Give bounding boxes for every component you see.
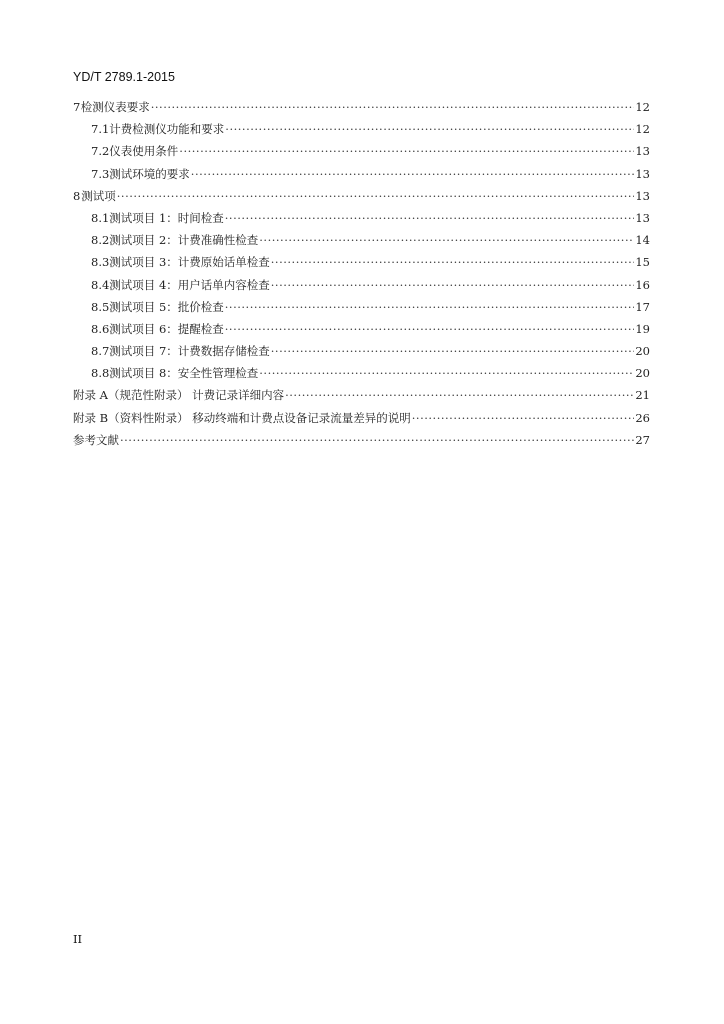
- toc-entry-number: 8.8: [91, 366, 110, 381]
- toc-entry-page: 13: [635, 210, 650, 225]
- toc-entry[interactable]: [73, 232, 650, 254]
- toc-dot-leader: [151, 100, 635, 114]
- toc-entry[interactable]: [73, 277, 650, 299]
- toc-entry-number: 8.5: [91, 299, 110, 314]
- toc-entry-page: 13: [635, 166, 650, 181]
- toc-entry-page: 12: [635, 122, 650, 137]
- toc-entry[interactable]: [73, 410, 650, 432]
- toc-entry-number: 8.7: [91, 344, 110, 359]
- toc-dot-leader: [179, 144, 634, 158]
- toc-entry-page: 12: [635, 100, 650, 114]
- toc-entry-number: 8.3: [91, 255, 110, 270]
- toc-dot-leader: [117, 189, 635, 203]
- toc-entry-title: 测试项目 5：批价检查: [109, 299, 224, 314]
- toc-dot-leader: [271, 255, 635, 269]
- toc-entry[interactable]: [73, 321, 650, 343]
- toc-entry-title: 测试环境的要求: [109, 166, 190, 181]
- toc-entry-title: 测试项目 2：计费准确性检查: [109, 233, 259, 248]
- toc-entry-page: 16: [635, 277, 650, 292]
- toc-entry-title: 测试项目 4：用户话单内容检查: [109, 277, 270, 292]
- toc-dot-leader: [191, 167, 635, 181]
- toc-dot-leader: [271, 344, 635, 358]
- toc-entry-number: 8: [73, 188, 81, 203]
- toc-entry-number: 8.1: [91, 210, 110, 225]
- toc-entry-page: 27: [635, 432, 650, 447]
- toc-entry-page: 14: [635, 233, 650, 248]
- toc-entry-title: 测试项: [81, 188, 116, 203]
- document-code-header: YD/T 2789.1-2015: [73, 70, 175, 84]
- toc-entry-number: 8.6: [91, 321, 110, 336]
- toc-entry[interactable]: [73, 188, 650, 210]
- toc-entry[interactable]: [73, 143, 650, 165]
- toc-entry-number: 7.3: [91, 166, 110, 181]
- toc-entry-title: 测试项目 1：时间检查: [109, 210, 224, 225]
- toc-entry[interactable]: [73, 387, 650, 409]
- toc-dot-leader: [259, 233, 634, 247]
- toc-entry-title: 测试项目 6：提醒检查: [109, 321, 224, 336]
- toc-dot-leader: [225, 211, 635, 225]
- toc-entry-page: 20: [635, 344, 650, 359]
- toc-entry-title: 测试项目 3：计费原始话单检查: [109, 255, 270, 270]
- toc-dot-leader: [412, 411, 635, 425]
- toc-entry-number: 7.1: [91, 122, 110, 137]
- toc-dot-leader: [271, 278, 635, 292]
- toc-entry-page: 15: [635, 255, 650, 270]
- toc-entry-number: 8.2: [91, 233, 110, 248]
- toc-entry-title: 计费检测仪功能和要求: [109, 122, 225, 137]
- toc-entry-title: 检测仪表要求: [80, 100, 150, 114]
- toc-dot-leader: [225, 322, 635, 336]
- toc-entry-title: 仪表使用条件: [109, 144, 179, 159]
- toc-entry[interactable]: [73, 343, 650, 365]
- toc-entry[interactable]: [73, 210, 650, 232]
- toc-entry-page: 13: [635, 188, 650, 203]
- toc-entry-number: 7.2: [91, 144, 110, 159]
- toc-entry-title: 参考文献: [73, 432, 119, 447]
- table-of-contents: [73, 99, 650, 454]
- toc-entry-page: 20: [635, 366, 650, 381]
- toc-entry[interactable]: [73, 365, 650, 387]
- toc-entry-page: 21: [635, 388, 650, 403]
- toc-entry[interactable]: [73, 99, 650, 121]
- toc-dot-leader: [285, 388, 634, 402]
- toc-entry-page: 17: [635, 299, 650, 314]
- toc-entry-title: 附录 B（资料性附录） 移动终端和计费点设备记录流量差异的说明: [73, 410, 411, 425]
- toc-dot-leader: [225, 300, 635, 314]
- toc-entry-page: 19: [635, 321, 650, 336]
- page-number: II: [73, 932, 83, 946]
- toc-entry-title: 测试项目 8：安全性管理检查: [109, 366, 259, 381]
- toc-entry[interactable]: [73, 432, 650, 454]
- toc-entry-page: 13: [635, 144, 650, 159]
- toc-entry-title: 测试项目 7：计费数据存储检查: [109, 344, 270, 359]
- toc-entry[interactable]: [73, 121, 650, 143]
- toc-dot-leader: [120, 433, 634, 447]
- toc-entry-title: 附录 A（规范性附录） 计费记录详细内容: [73, 388, 285, 403]
- toc-dot-leader: [225, 122, 634, 136]
- toc-dot-leader: [259, 366, 634, 380]
- toc-entry-number: 8.4: [91, 277, 110, 292]
- toc-entry[interactable]: [73, 299, 650, 321]
- toc-entry-number: 7: [73, 100, 81, 114]
- toc-entry-page: 26: [635, 410, 650, 425]
- toc-entry[interactable]: [73, 254, 650, 276]
- toc-entry[interactable]: [73, 166, 650, 188]
